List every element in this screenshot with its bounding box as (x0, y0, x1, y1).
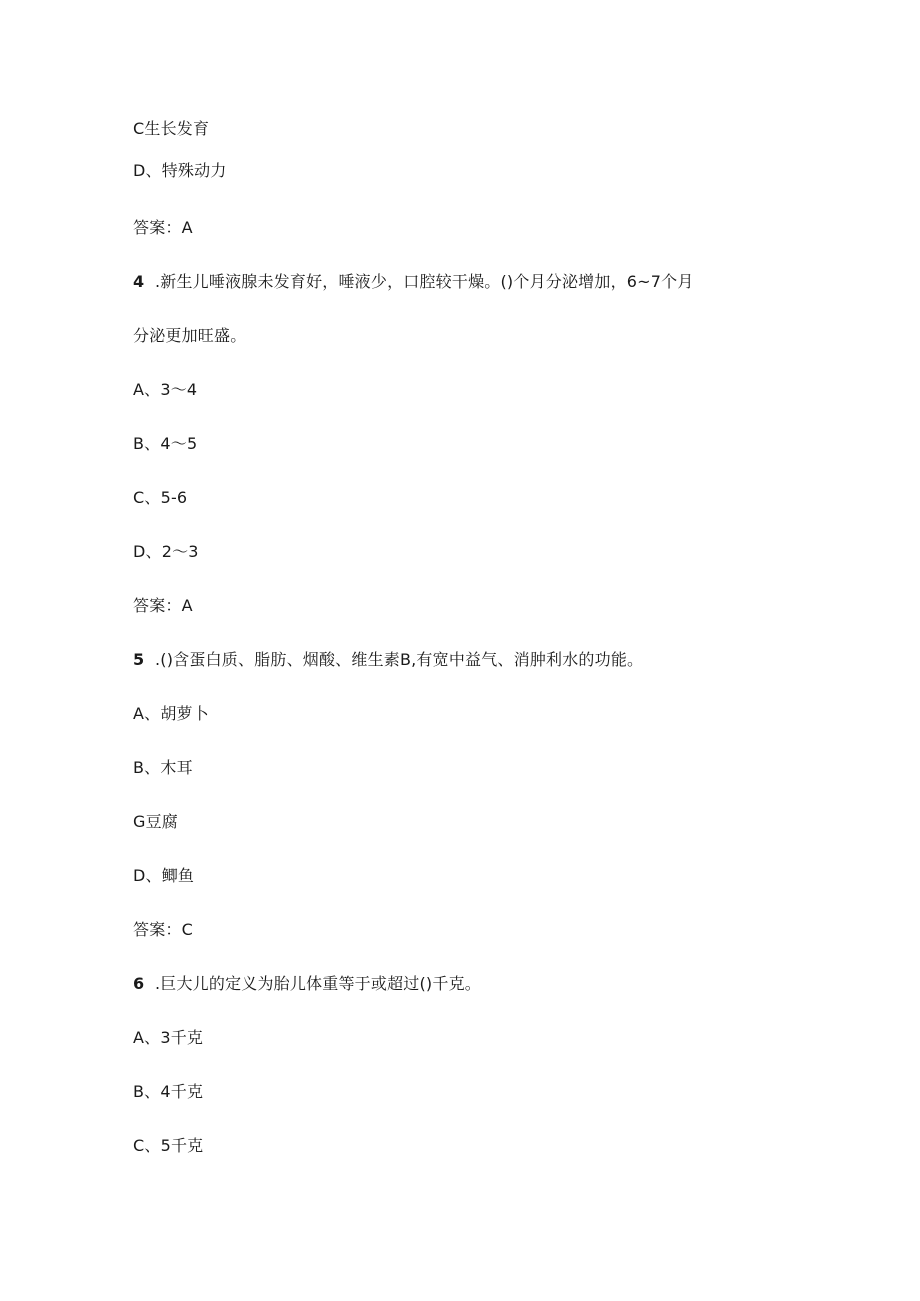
option-text: A、3〜4 (133, 380, 198, 399)
answer-text: 答案：C (133, 920, 193, 939)
option-text: C生长发育 (133, 119, 210, 138)
question-text: .巨大儿的定义为胎儿体重等于或超过()千克。 (155, 974, 481, 993)
question-number: 5 (133, 650, 145, 669)
option-d-line (133, 866, 194, 886)
option-d-line (133, 161, 227, 181)
option-text: C、5千克 (133, 1136, 204, 1155)
option-d-line (133, 542, 199, 562)
question-4 (133, 272, 694, 292)
option-b-line (133, 758, 193, 778)
option-a-line (133, 704, 209, 724)
answer-text: 答案：A (133, 596, 193, 615)
answer-line (133, 920, 193, 940)
option-text: B、木耳 (133, 758, 193, 777)
question-5 (133, 650, 643, 670)
option-text: D、2〜3 (133, 542, 199, 561)
option-text: A、3千克 (133, 1028, 204, 1047)
option-c-line (133, 119, 209, 139)
question-text: .新生儿唾液腺未发育好，唾液少，口腔较干燥。()个月分泌增加，6~7个月 (155, 272, 694, 291)
option-text: A、胡萝卜 (133, 704, 209, 723)
option-c-line (133, 812, 178, 832)
question-text-continued: 分泌更加旺盛。 (133, 326, 247, 345)
option-b-line (133, 1082, 203, 1102)
option-text: C、5-6 (133, 488, 188, 507)
question-text: .()含蛋白质、脂肪、烟酸、维生素B,有宽中益气、消肿利水的功能。 (155, 650, 644, 669)
option-text: B、4〜5 (133, 434, 198, 453)
answer-line (133, 218, 193, 238)
answer-line (133, 596, 193, 616)
question-number: 4 (133, 272, 145, 291)
option-text: G豆腐 (133, 812, 178, 831)
option-a-line (133, 1028, 203, 1048)
question-4-continuation (133, 326, 246, 346)
option-text: B、4千克 (133, 1082, 204, 1101)
question-6 (133, 974, 481, 994)
option-text: D、鲫鱼 (133, 866, 195, 885)
option-c-line (133, 1136, 203, 1156)
option-b-line (133, 434, 197, 454)
option-a-line (133, 380, 197, 400)
option-c-line (133, 488, 187, 508)
question-number: 6 (133, 974, 145, 993)
option-text: D、特殊动力 (133, 161, 227, 180)
answer-text: 答案：A (133, 218, 193, 237)
